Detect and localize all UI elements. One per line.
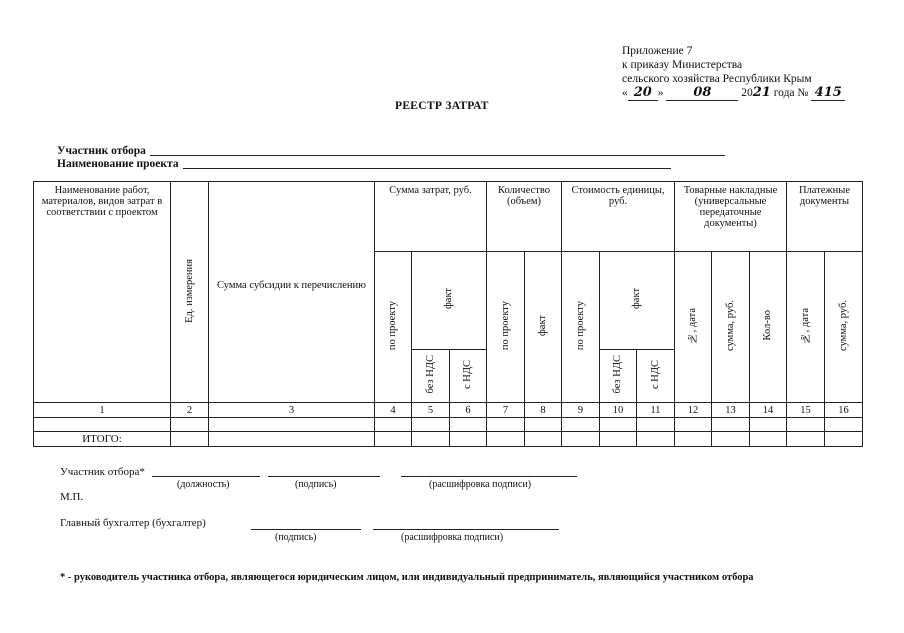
annex-date-line xyxy=(622,86,845,101)
document-title: РЕЕСТР ЗАТРАТ xyxy=(395,100,489,112)
table-cell xyxy=(171,432,209,447)
table-cell xyxy=(825,432,863,447)
column-number: 14 xyxy=(750,403,787,418)
table-cell xyxy=(171,418,209,432)
table-cell xyxy=(34,418,171,432)
header-cost-sum: Сумма затрат, руб. xyxy=(375,182,487,252)
date-close-quote: » xyxy=(657,87,664,99)
table-cell xyxy=(209,418,375,432)
column-number: 6 xyxy=(450,403,487,418)
accountant-decoding-caption: (расшифровка подписи) xyxy=(401,532,504,543)
table-cell xyxy=(375,432,412,447)
annex-month: 08 xyxy=(666,86,738,101)
cost-fact-with-vat: с НДС xyxy=(450,350,487,403)
column-number: 5 xyxy=(412,403,450,418)
decoding-line xyxy=(401,476,577,477)
column-number: 11 xyxy=(637,403,675,418)
header-unit-cost: Стоимость единицы, руб. xyxy=(562,182,675,252)
table-cell xyxy=(637,418,675,432)
project-underline xyxy=(183,168,671,169)
table-cell xyxy=(562,432,600,447)
header-works: Наименование работ, материалов, видов затрат в соответствии с проектом xyxy=(34,182,171,403)
column-number: 16 xyxy=(825,403,863,418)
annex-year-word: года № xyxy=(773,87,809,99)
column-number: 12 xyxy=(675,403,712,418)
column-number: 10 xyxy=(600,403,637,418)
table-cell xyxy=(675,418,712,432)
accountant-label: Главный бухгалтер (бухгалтер) xyxy=(60,517,206,529)
table-cell xyxy=(450,418,487,432)
column-number: 3 xyxy=(209,403,375,418)
table-cell xyxy=(487,432,525,447)
stamp-label: М.П. xyxy=(60,491,84,503)
table-cell xyxy=(525,418,562,432)
annex-line-1: Приложение 7 xyxy=(622,45,693,57)
total-label: ИТОГО: xyxy=(34,432,171,447)
position-line xyxy=(152,476,260,477)
footnote-star: * - xyxy=(60,572,72,583)
unitcost-fact-no-vat: без НДС xyxy=(600,350,637,403)
table-cell xyxy=(750,418,787,432)
table-cell xyxy=(412,432,450,447)
table-cell xyxy=(412,418,450,432)
header-payments: Платежные документы xyxy=(787,182,863,252)
cost-fact-no-vat: без НДС xyxy=(412,350,450,403)
payment-sum: сумма, руб. xyxy=(825,252,863,403)
column-number: 9 xyxy=(562,403,600,418)
column-numbers-row xyxy=(34,403,863,418)
participant-label: Участник отбора xyxy=(57,145,146,157)
header-invoices: Товарные накладные (универсальные передаточные документы) xyxy=(675,182,787,252)
column-number: 2 xyxy=(171,403,209,418)
accountant-signature-line xyxy=(251,529,361,530)
date-open-quote: « xyxy=(622,87,628,99)
cost-by-project: по проекту xyxy=(375,252,412,403)
unitcost-fact-with-vat: с НДС xyxy=(637,350,675,403)
invoice-sum: сумма, руб. xyxy=(712,252,750,403)
table-cell xyxy=(825,418,863,432)
table-cell xyxy=(712,418,750,432)
unitcost-fact: факт xyxy=(600,252,675,350)
table-cell xyxy=(525,432,562,447)
table-cell xyxy=(712,432,750,447)
invoice-count: Кол-во xyxy=(750,252,787,403)
accountant-decoding-line xyxy=(373,529,559,530)
table-row xyxy=(34,418,863,432)
column-number: 7 xyxy=(487,403,525,418)
qty-by-project: по проекту xyxy=(487,252,525,403)
table-cell xyxy=(375,418,412,432)
table-cell xyxy=(600,432,637,447)
table-cell xyxy=(450,432,487,447)
cost-fact: факт xyxy=(412,252,487,350)
position-caption: (должность) xyxy=(177,479,230,490)
table-cell xyxy=(562,418,600,432)
participant-signature-label: Участник отбора* xyxy=(60,466,145,478)
participant-underline xyxy=(150,155,725,156)
header-quantity: Количество (объем) xyxy=(487,182,562,252)
table-cell xyxy=(637,432,675,447)
table-cell xyxy=(675,432,712,447)
signature-line xyxy=(268,476,380,477)
table-cell xyxy=(787,432,825,447)
annex-number: 415 xyxy=(811,86,845,101)
invoice-no-date: №, дата xyxy=(675,252,712,403)
table-cell xyxy=(600,418,637,432)
footnote xyxy=(60,572,754,583)
column-number: 1 xyxy=(34,403,171,418)
cost-register-table xyxy=(33,181,863,447)
column-number: 13 xyxy=(712,403,750,418)
project-label: Наименование проекта xyxy=(57,158,179,170)
annex-line-2: к приказу Министерства xyxy=(622,59,743,71)
header-subsidy: Сумма субсидии к перечислению xyxy=(209,182,375,403)
header-unit: Ед. измерения xyxy=(171,182,209,403)
unitcost-by-project: по проекту xyxy=(562,252,600,403)
table-cell xyxy=(750,432,787,447)
qty-fact: факт xyxy=(525,252,562,403)
payment-no-date: №, дата xyxy=(787,252,825,403)
table-cell xyxy=(487,418,525,432)
table-cell xyxy=(787,418,825,432)
column-number: 8 xyxy=(525,403,562,418)
signature-caption: (подпись) xyxy=(295,479,337,490)
column-number: 4 xyxy=(375,403,412,418)
decoding-caption: (расшифровка подписи) xyxy=(429,479,532,490)
annex-day: 20 xyxy=(628,86,658,101)
annex-line-3: сельского хозяйства Республики Крым xyxy=(622,73,812,85)
table-cell xyxy=(209,432,375,447)
annex-year-suffix: 21 xyxy=(752,85,771,100)
footnote-text: руководитель участника отбора, являющегося юридическим лицом, или индивидуальный предприниматель, являющийся участником отбора xyxy=(74,572,754,583)
total-row xyxy=(34,432,863,447)
annex-block xyxy=(622,44,845,101)
annex-year-prefix: 20 xyxy=(741,87,753,99)
accountant-signature-caption: (подпись) xyxy=(275,532,317,543)
column-number: 15 xyxy=(787,403,825,418)
